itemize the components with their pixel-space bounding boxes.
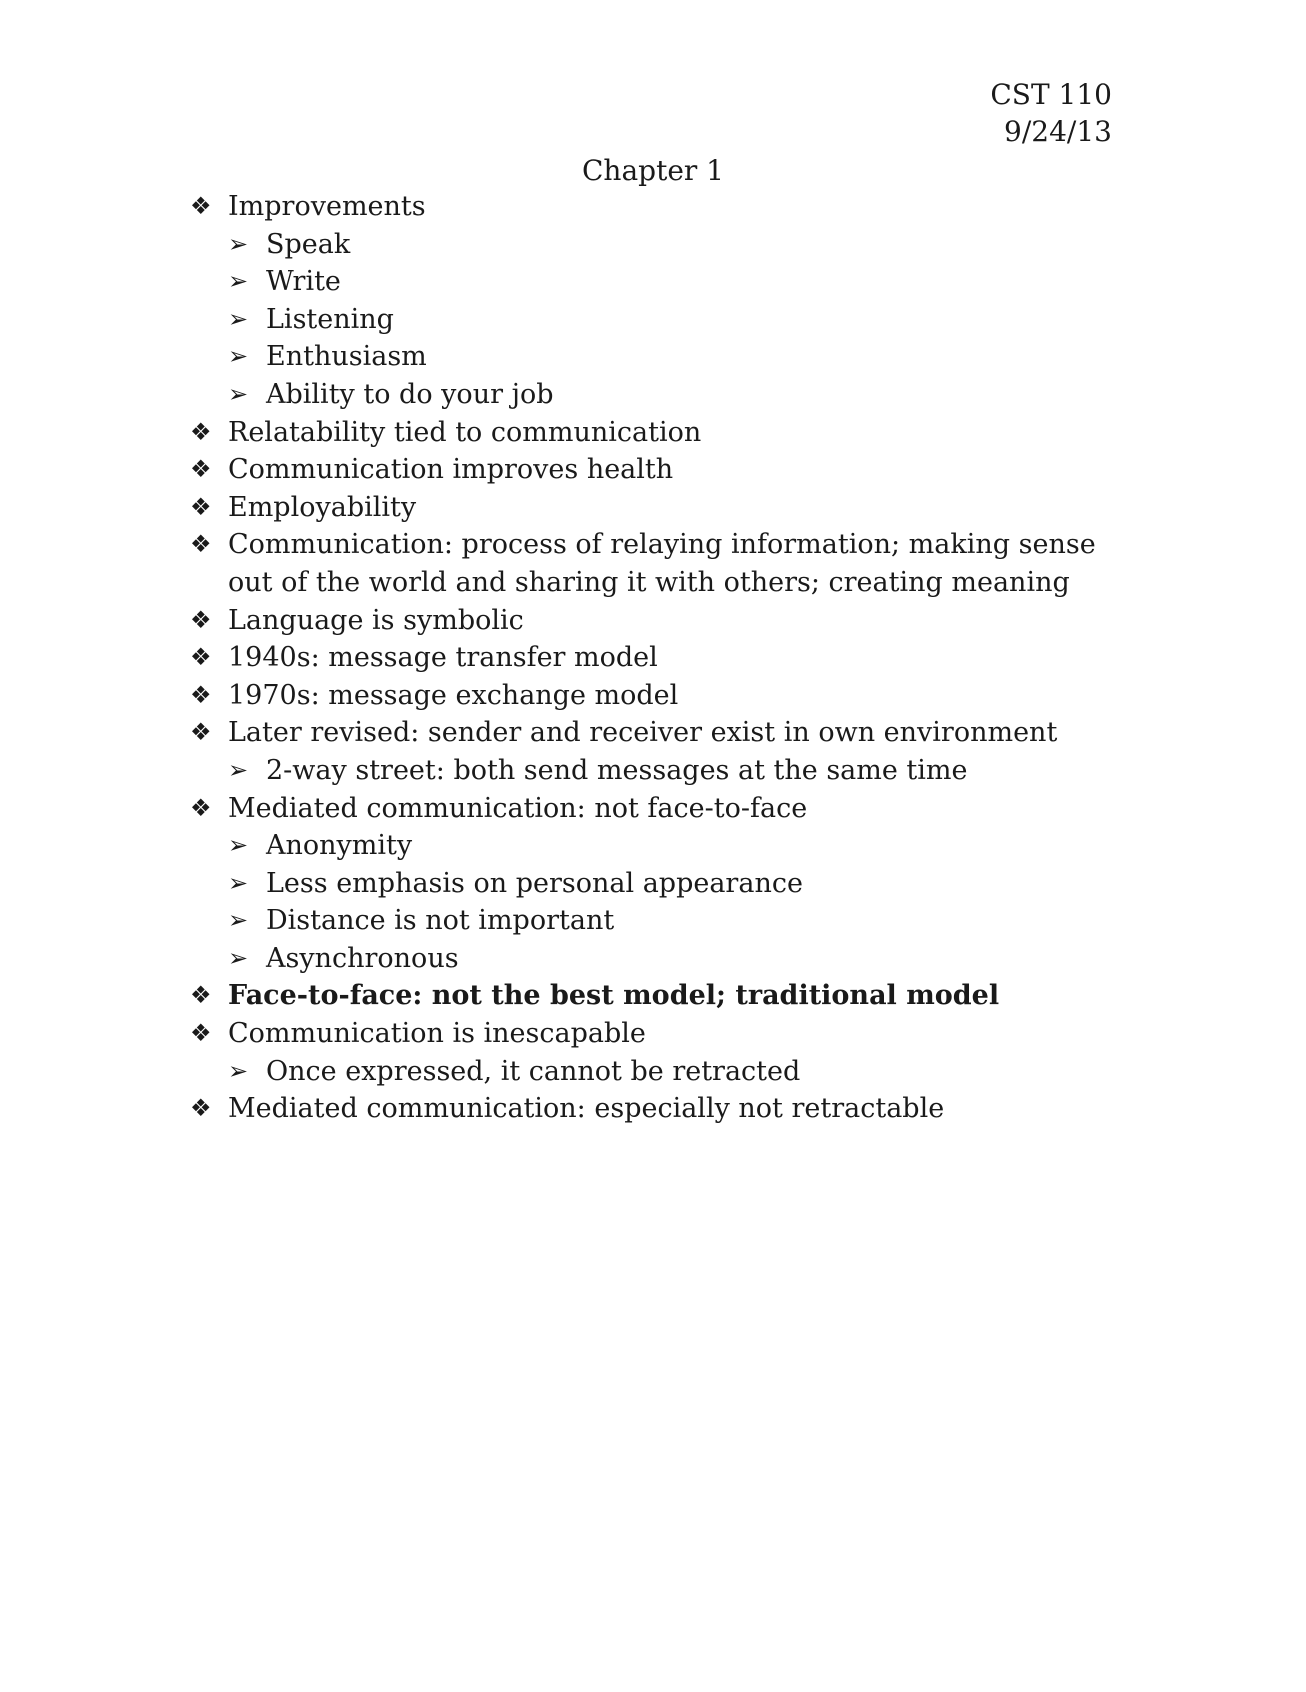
list-item-text: Improvements [228, 191, 426, 222]
arrow-bullet-icon: ➢ [228, 379, 249, 408]
sub-list-item [190, 865, 1130, 903]
diamond-bullet-icon: ❖ [190, 680, 212, 709]
list-item [190, 714, 1130, 752]
list-item-text: Later revised: sender and receiver exist in own environment [228, 717, 1058, 749]
list-item-text: Mediated communication: especially not retractable [228, 1093, 945, 1125]
arrow-bullet-icon: ➢ [228, 229, 249, 258]
document-date: 9/24/13 [1004, 115, 1112, 148]
arrow-bullet-icon: ➢ [228, 831, 249, 860]
list-item [190, 451, 1130, 489]
diamond-bullet-icon: ❖ [190, 605, 212, 634]
diamond-bullet-icon: ❖ [190, 793, 212, 822]
list-item-text: 1940s: message transfer model [228, 642, 658, 674]
diamond-bullet-icon: ❖ [190, 417, 212, 446]
list-item [190, 977, 1130, 1015]
list-item-text: Once expressed, it cannot be retracted [266, 1055, 801, 1087]
sub-list-item [190, 940, 1130, 978]
list-item-text: 2-way street: both send messages at the same time [266, 754, 968, 786]
sub-list-item [190, 376, 1130, 414]
list-item-text: Distance is not important [266, 905, 615, 937]
list-item [190, 1015, 1130, 1053]
diamond-bullet-icon: ❖ [190, 718, 212, 747]
diamond-bullet-icon: ❖ [190, 1094, 212, 1123]
list-item-text: Mediated communication: not face-to-face [228, 792, 808, 824]
list-item-text: Enthusiasm [266, 341, 427, 373]
list-item-text: Ability to do your job [266, 378, 554, 410]
list-item-text: Language is symbolic [228, 604, 524, 636]
list-item-text: Relatability tied to communication [228, 416, 702, 448]
list-item-text: Less emphasis on personal appearance [266, 867, 803, 899]
sub-list-item [190, 338, 1130, 376]
list-item-text: Communication improves health [228, 454, 674, 486]
diamond-bullet-icon: ❖ [190, 455, 212, 484]
diamond-bullet-icon: ❖ [190, 192, 212, 220]
sub-list-item [190, 827, 1130, 865]
list-item-text: Communication: process of relaying information; making sense out of the world and sharing it with others; creating meaning [228, 529, 1096, 598]
list-item-text: Anonymity [266, 830, 413, 862]
list-item-text: Face-to-face: not the best model; traditional model [228, 980, 1000, 1012]
list-item [190, 1090, 1130, 1128]
list-item-text: Speak [266, 228, 351, 260]
list-item [190, 677, 1130, 715]
list-item [190, 602, 1130, 640]
diamond-bullet-icon: ❖ [190, 530, 212, 559]
sub-list-item [190, 301, 1130, 339]
arrow-bullet-icon: ➢ [228, 267, 249, 296]
list-item [190, 790, 1130, 828]
document-header [990, 76, 1112, 150]
list-item-text: Employability [228, 491, 417, 523]
arrow-bullet-icon: ➢ [228, 906, 249, 935]
diamond-bullet-icon: ❖ [190, 643, 212, 672]
list-item [190, 639, 1130, 677]
arrow-bullet-icon: ➢ [228, 868, 249, 897]
arrow-bullet-icon: ➢ [228, 1056, 249, 1085]
list-item-text: Asynchronous [266, 942, 459, 974]
course-code: CST 110 [990, 78, 1112, 111]
arrow-bullet-icon: ➢ [228, 304, 249, 333]
sub-list-item [190, 752, 1130, 790]
sub-list-item [190, 902, 1130, 940]
list-item [190, 414, 1130, 452]
diamond-bullet-icon: ❖ [190, 981, 212, 1010]
sub-list-item [190, 263, 1130, 301]
list-item-text: Communication is inescapable [228, 1018, 646, 1050]
arrow-bullet-icon: ➢ [228, 342, 249, 371]
list-item-text: 1970s: message exchange model [228, 679, 679, 711]
diamond-bullet-icon: ❖ [190, 492, 212, 521]
list-item-text: Listening [266, 303, 394, 335]
sub-list-item [190, 1053, 1130, 1091]
arrow-bullet-icon: ➢ [228, 755, 249, 784]
chapter-title: Chapter 1 [582, 154, 724, 187]
list-item [190, 489, 1130, 527]
list-item [190, 526, 1130, 601]
sub-list-item [190, 226, 1130, 264]
notes-list [190, 188, 1130, 1128]
diamond-bullet-icon: ❖ [190, 1019, 212, 1048]
arrow-bullet-icon: ➢ [228, 943, 249, 972]
list-item [190, 188, 1130, 226]
list-item-text: Write [266, 266, 341, 298]
